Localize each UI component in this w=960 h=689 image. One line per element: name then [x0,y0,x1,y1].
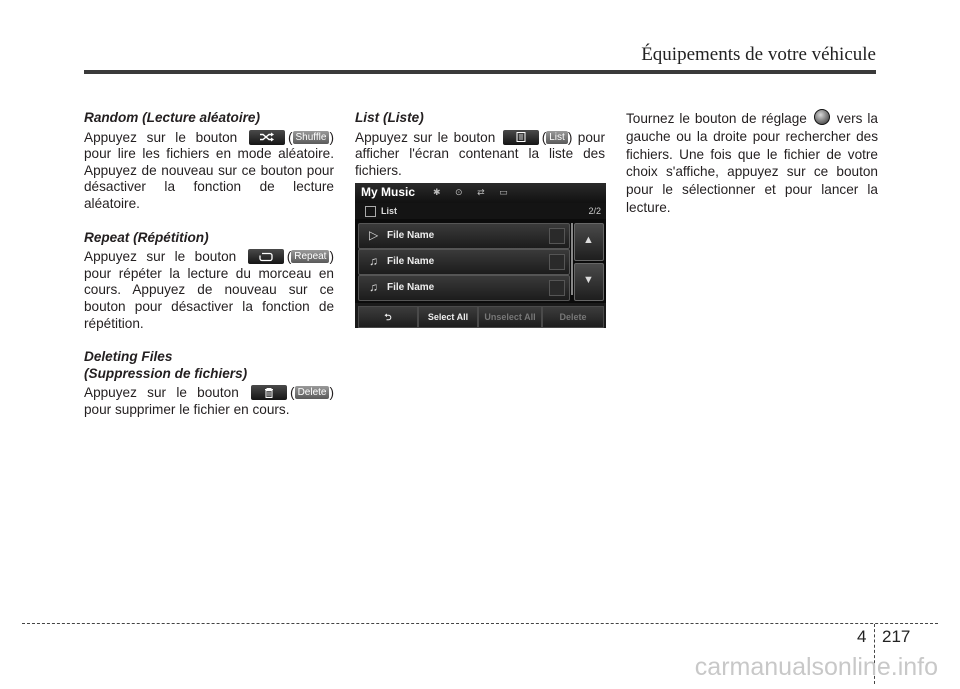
play-circle-icon: ▷ [369,228,379,242]
screen-list-label: List [381,206,398,216]
delete-heading-line1: Deleting Files [84,349,173,365]
repeat-label: Repeat [291,250,329,263]
unselect-all-button[interactable]: Unselect All [478,306,542,328]
screen-page-indicator: 2/2 [588,206,601,216]
list-paragraph: Appuyez sur le bouton ( List ) pour afficher l'écran contenant la liste des fichiers. [355,129,605,178]
footer-rule [22,623,938,624]
page-header-title: Équipements de votre véhicule [641,44,876,65]
back-button[interactable]: ⮌ [358,306,418,328]
shuffle-label: Shuffle [293,131,330,144]
column-1 [84,110,334,436]
header-rule [84,70,876,74]
my-music-screen [355,183,606,328]
file-row[interactable] [358,249,570,275]
trash-icon [251,385,287,400]
music-note-icon: ♫ [369,254,378,268]
tune-knob-icon [814,109,830,125]
arrow-down-icon: ▼ [583,274,594,286]
file-row[interactable] [358,275,570,301]
watermark: carmanualsonline.info [694,653,938,681]
repeat-icon [248,249,284,264]
row-checkbox[interactable] [549,254,565,270]
row-checkbox[interactable] [549,280,565,296]
list-scrollbar[interactable] [571,223,573,295]
repeat-heading: Repeat (Répétition) [84,229,209,245]
delete-label: Delete [295,386,330,399]
tune-text-before: Tournez le bouton de réglage [626,111,807,126]
delete-text-before: Appuyez sur le bouton [84,385,239,401]
list-text-before: Appuyez sur le bouton [355,129,496,145]
delete-text-after: pour supprimer le fichier en cours. [84,401,290,417]
random-paragraph: Appuyez sur le bouton ( Shuffle ) pour lire les fichiers en mode aléatoire. Appuyez de nouveau sur ce bouton pour désactiver la fonction de lecture aléatoire. [84,129,334,211]
column-3 [626,110,878,234]
list-icon [503,130,539,145]
status-icons: ✱ ⊙ ⇄ ▭ [433,187,514,197]
scroll-up-button[interactable] [574,223,604,261]
delete-heading [84,349,334,382]
repeat-text-before: Appuyez sur le bouton [84,249,237,265]
file-row[interactable] [358,223,570,249]
shuffle-icon [249,130,285,145]
scroll-down-button[interactable] [574,263,604,301]
tune-text-after: vers la gauche ou la droite pour rechercher des fichiers. Une fois que le fichier de votre choix s'affiche, appuyez sur ce bouton pour le sélectionner et pour lancer la lecture. [626,111,878,215]
tune-paragraph [626,110,878,217]
random-text-before: Appuyez sur le bouton [84,129,238,145]
delete-paragraph: Appuyez sur le bouton ( Delete ) pour supprimer le fichier en cours. [84,385,335,417]
random-text-after: pour lire les fichiers en mode aléatoire. Appuyez de nouveau sur ce bouton pour désactiver la fonction de lecture aléatoire. [84,146,334,211]
random-heading: Random (Lecture aléatoire) [84,110,261,125]
arrow-up-icon: ▲ [583,234,594,246]
list-heading: List (Liste) [355,110,424,125]
row-checkbox[interactable] [549,228,565,244]
delete-button[interactable]: Delete [542,306,604,328]
delete-heading-line2: (Suppression de fichiers) [84,365,248,381]
list-label: List [546,131,568,144]
list-text-after: pour afficher l'écran contenant la liste des fichiers. [355,129,605,178]
music-note-icon: ♫ [369,280,378,294]
list-mode-icon [365,206,376,217]
file-name: File Name [387,230,435,241]
select-all-button[interactable]: Select All [418,306,478,328]
file-name: File Name [387,282,435,293]
chapter-number: 4 [857,627,867,646]
repeat-paragraph: Appuyez sur le bouton ( Repeat ) pour répéter la lecture du morceau en cours. Appuyez de nouveau sur ce bouton pour désactiver la fonction de répétition. [84,249,334,331]
repeat-text-after: pour répéter la lecture du morceau en cours. Appuyez de nouveau sur ce bouton pour désactiver la fonction de répétition. [84,265,334,331]
file-name: File Name [387,256,435,267]
page-number: 217 [882,627,911,646]
screen-title: My Music [361,185,416,199]
